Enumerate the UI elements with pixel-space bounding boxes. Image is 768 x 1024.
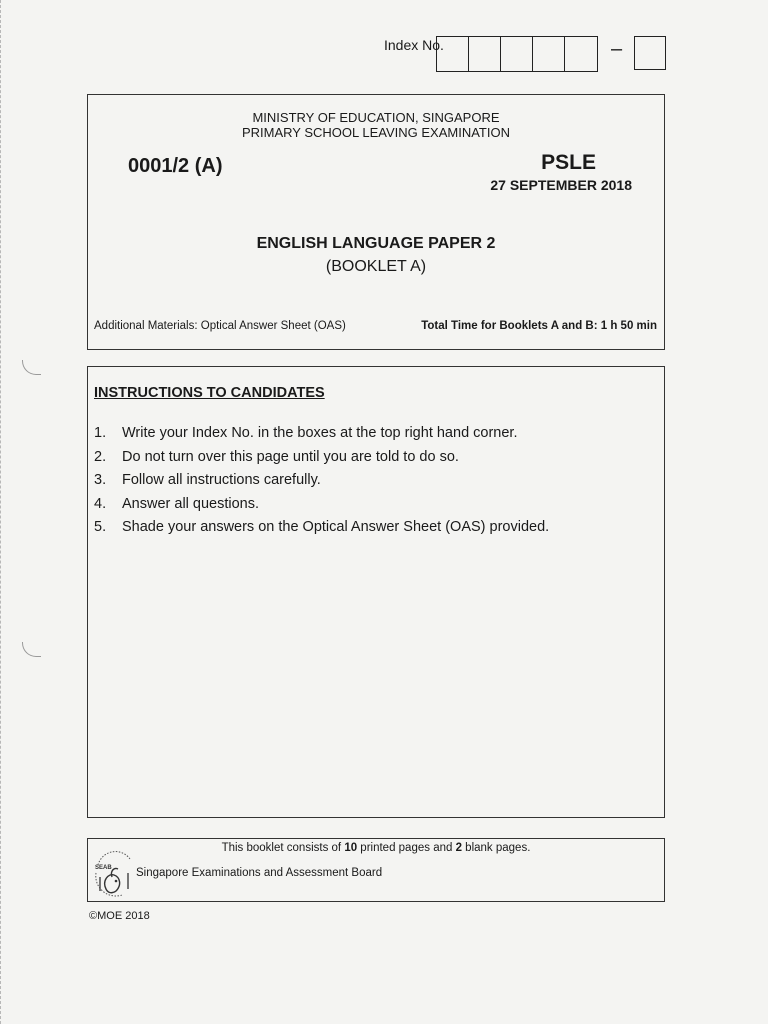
index-box[interactable]	[501, 37, 533, 71]
punch-hole-mark	[22, 360, 41, 375]
booklet-label: (BOOKLET A)	[325, 258, 427, 275]
total-time: Total Time for Booklets A and B: 1 h 50 min	[421, 320, 657, 332]
punch-hole-mark	[22, 642, 41, 657]
paper-title: ENGLISH LANGUAGE PAPER 2	[256, 235, 496, 252]
index-dash: –	[611, 38, 623, 60]
index-box[interactable]	[437, 37, 469, 71]
index-label: Index No.	[384, 37, 444, 53]
index-box-suffix[interactable]	[634, 36, 666, 70]
copyright: ©MOE 2018	[89, 910, 150, 922]
scan-edge	[0, 0, 4, 1024]
exam-name: PRIMARY SCHOOL LEAVING EXAMINATION	[241, 125, 510, 140]
instructions-box	[87, 366, 665, 818]
exam-authority	[88, 110, 664, 140]
page-count-note: This booklet consists of 10 printed pages and 2 blank pages.	[221, 842, 531, 854]
list-item: 2. Do not turn over this page until you are told to do so.	[94, 448, 459, 465]
printed-pages-count: 10	[344, 842, 358, 854]
seab-logo-text: SEAB	[95, 865, 112, 871]
booklet-footer	[87, 838, 665, 902]
index-box[interactable]	[565, 37, 597, 71]
list-item: 3. Follow all instructions carefully.	[94, 472, 321, 488]
instructions-title: INSTRUCTIONS TO CANDIDATES	[94, 385, 325, 401]
seab-logo-icon	[92, 847, 136, 899]
exam-date: 27 SEPTEMBER 2018	[490, 177, 632, 193]
index-boxes	[436, 36, 598, 72]
board-name: Singapore Examinations and Assessment Board	[136, 867, 383, 879]
ministry-name: MINISTRY OF EDUCATION, SINGAPORE	[252, 110, 500, 125]
additional-materials: Additional Materials: Optical Answer Sheet (OAS)	[94, 320, 346, 332]
blank-pages-count: 2	[455, 842, 462, 854]
index-box[interactable]	[469, 37, 501, 71]
index-box[interactable]	[533, 37, 565, 71]
list-item: 5. Shade your answers on the Optical Answer Sheet (OAS) provided.	[94, 519, 550, 535]
list-item: 1. Write your Index No. in the boxes at the top right hand corner.	[94, 425, 518, 441]
exam-short-name: PSLE	[541, 151, 596, 174]
paper-code: 0001/2 (A)	[128, 155, 223, 177]
list-item: 4. Answer all questions.	[94, 495, 260, 512]
paper-header	[87, 94, 665, 350]
instructions-list	[94, 425, 549, 543]
